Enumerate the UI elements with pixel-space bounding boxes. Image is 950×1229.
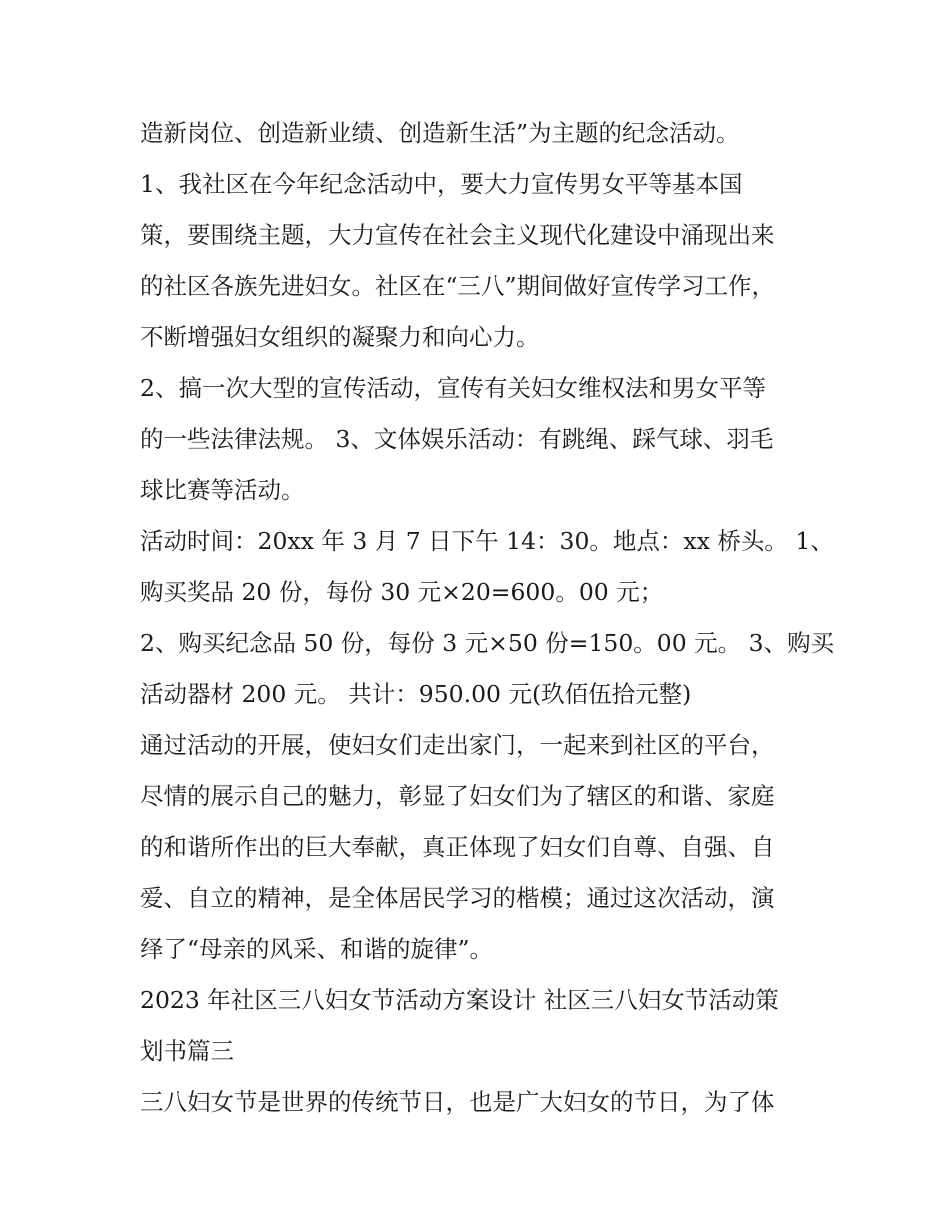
text-line: 尽情的展示自己的魅力，彰显了妇女们为了辖区的和谐、家庭	[140, 782, 775, 810]
section-heading-line: 划书篇三	[140, 1037, 234, 1065]
text-line: 的社区各族先进妇女。社区在“三八”期间做好宣传学习工作，	[140, 272, 776, 300]
text-line: 活动时间：20xx 年 3 月 7 日下午 14：30。地点：xx 桥头。 1、	[140, 527, 834, 555]
text-line: 购买奖品 20 份，每份 30 元×20=600。00 元；	[140, 578, 664, 606]
document-body	[140, 108, 835, 1128]
text-line: 2、购买纪念品 50 份，每份 3 元×50 份=150。00 元。 3、购买	[140, 629, 835, 657]
section-heading-line: 2023 年社区三八妇女节活动方案设计 社区三八妇女节活动策	[140, 986, 779, 1014]
text-line: 的一些法律法规。 3、文体娱乐活动：有跳绳、踩气球、羽毛	[140, 425, 774, 453]
text-line: 活动器材 200 元。 共计：950.00 元(玖佰伍拾元整)	[140, 680, 692, 708]
text-line: 爱、自立的精神，是全体居民学习的楷模；通过这次活动，演	[140, 884, 775, 912]
text-line: 球比赛等活动。	[140, 476, 305, 504]
text-line: 绎了“母亲的风采、和谐的旋律”。	[140, 935, 494, 963]
text-line: 不断增强妇女组织的凝聚力和向心力。	[140, 323, 540, 351]
text-line: 通过活动的开展，使妇女们走出家门，一起来到社区的平台，	[140, 731, 775, 759]
text-line: 2、搞一次大型的宣传活动，宣传有关妇女维权法和男女平等	[140, 374, 766, 402]
text-line: 三八妇女节是世界的传统节日，也是广大妇女的节日，为了体	[140, 1088, 775, 1116]
text-line: 的和谐所作出的巨大奉献，真正体现了妇女们自尊、自强、自	[140, 833, 775, 861]
text-line: 造新岗位、创造新业绩、创造新生活”为主题的纪念活动。	[140, 119, 740, 147]
text-line: 策，要围绕主题，大力宣传在社会主义现代化建设中涌现出来	[140, 221, 775, 249]
text-line: 1、我社区在今年纪念活动中，要大力宣传男女平等基本国	[140, 170, 743, 198]
